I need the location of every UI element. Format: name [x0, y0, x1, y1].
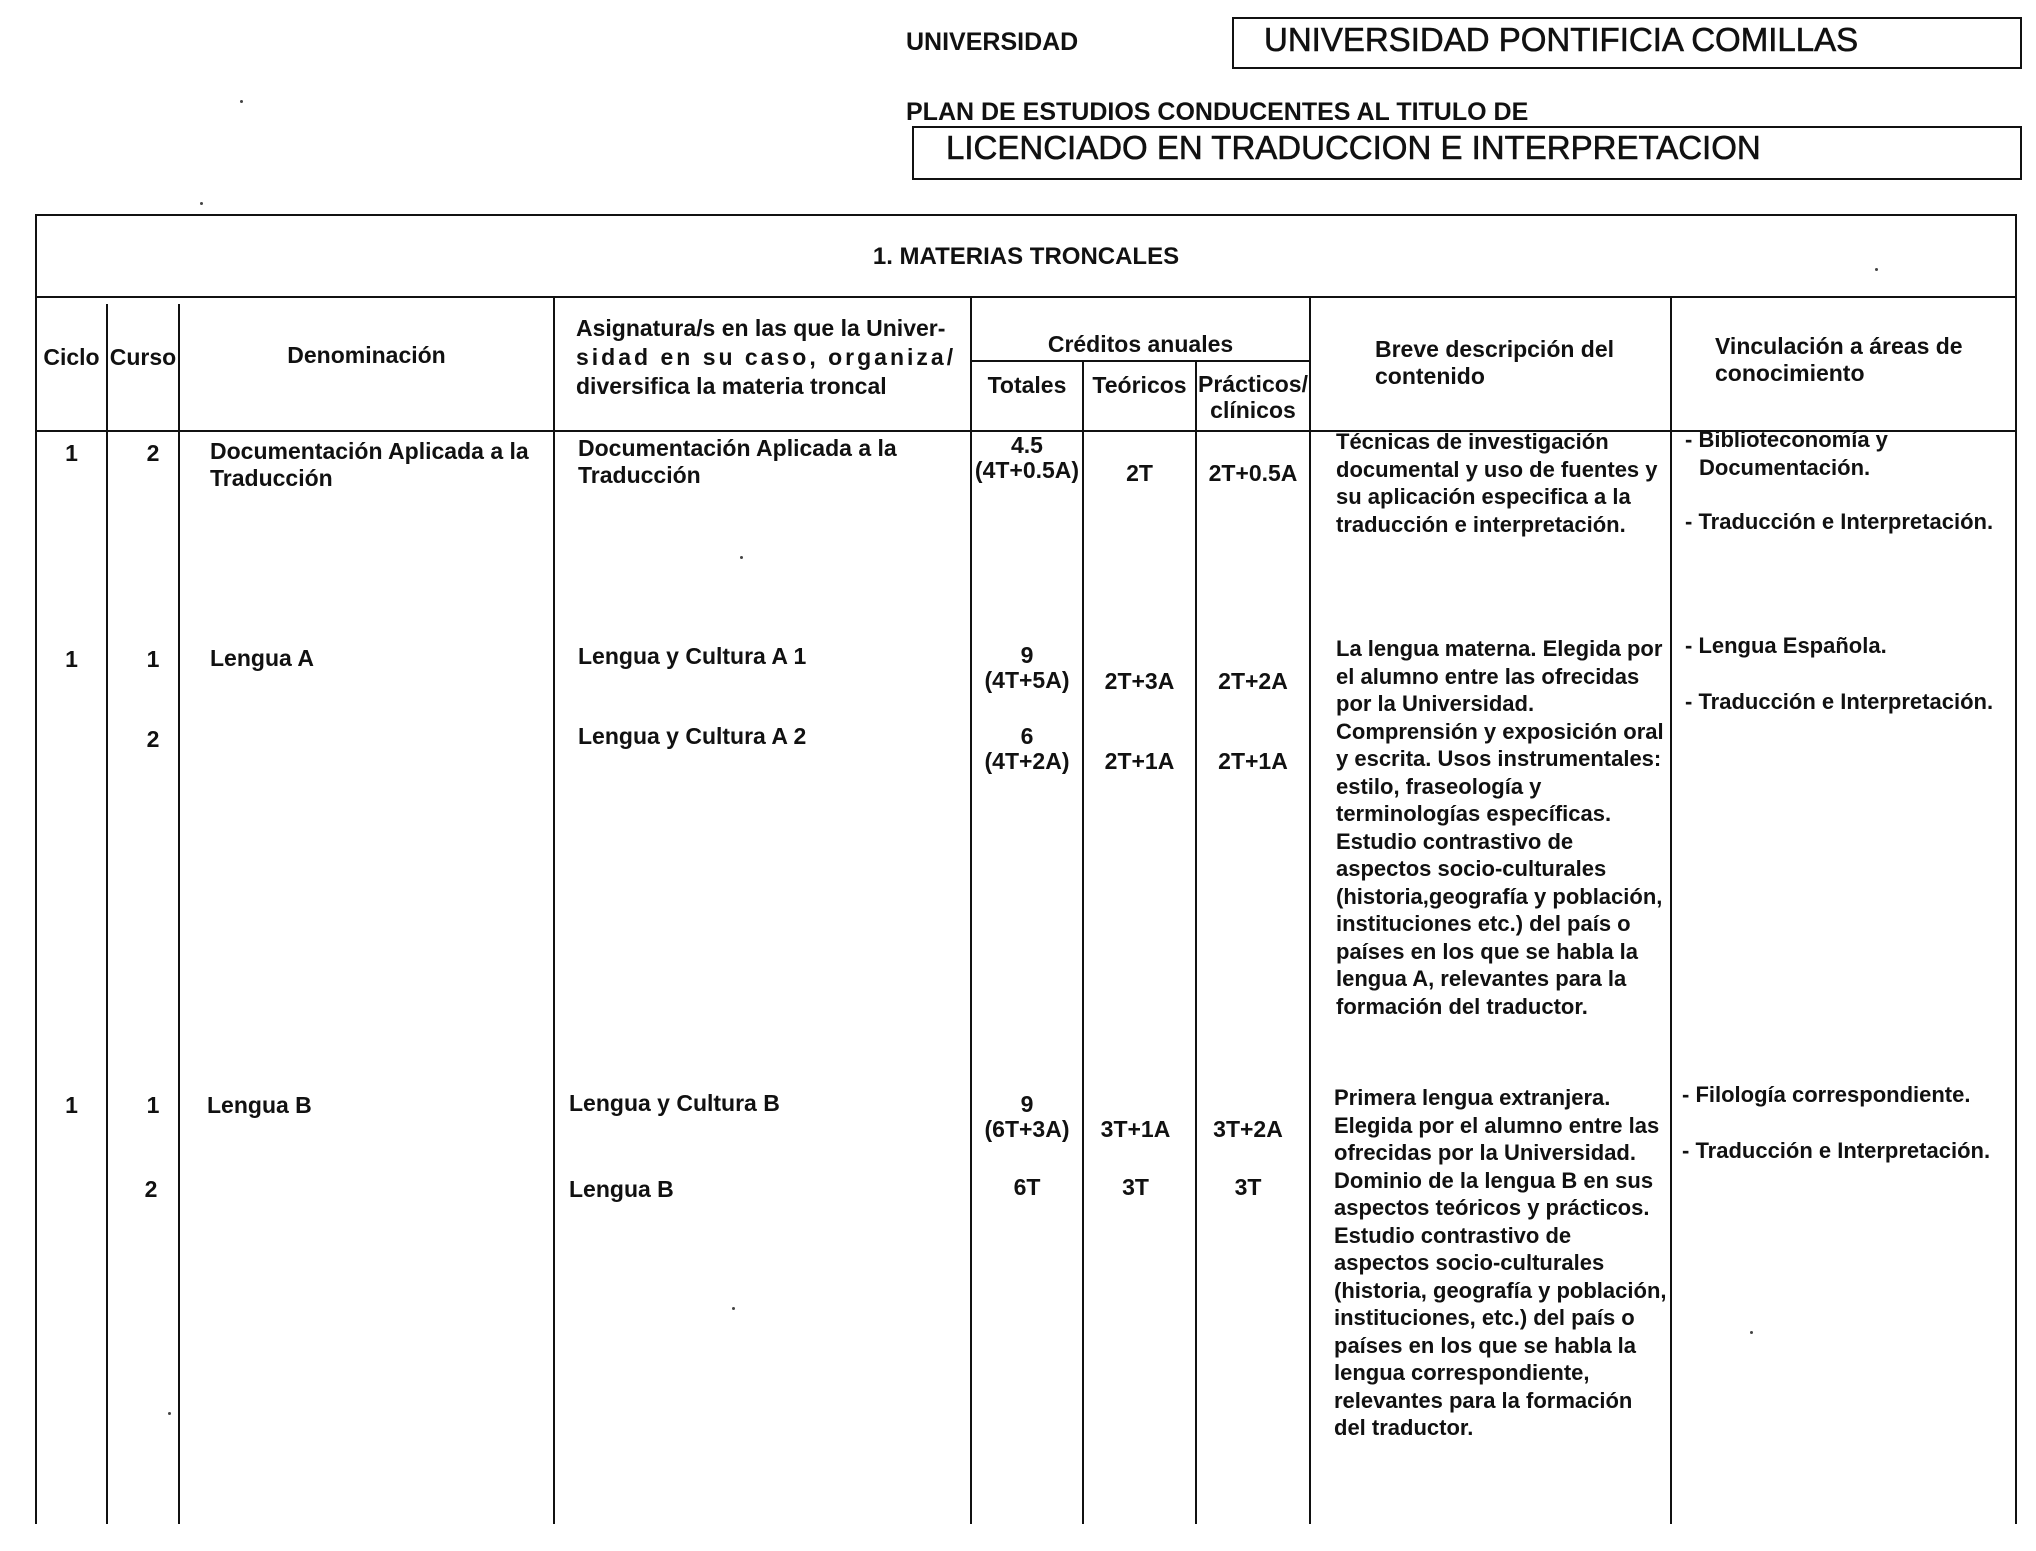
- cell-denominacion: Lengua B: [207, 1092, 312, 1118]
- cell-totales-line: 6: [1020, 723, 1034, 749]
- cell-descripcion-line: instituciones, etc.) del país o: [1334, 1305, 1635, 1330]
- cell-totales: [972, 1092, 1082, 1142]
- cell-ciclo: 1: [65, 440, 78, 466]
- col-divider-denominacion: [553, 298, 555, 1524]
- title-bottom-rule: [35, 296, 2017, 298]
- cell-vinculacion: [1682, 1081, 2012, 1164]
- cell-descripcion-line: lengua A, relevantes para la: [1336, 966, 1627, 991]
- col-divider-curso: [178, 304, 180, 1524]
- cell-descripcion-line: Dominio de la lengua B en sus: [1334, 1167, 1654, 1193]
- cell-descripcion-line: países en los que se habla la: [1336, 938, 1639, 964]
- cell-descripcion-line: documental y uso de fuentes y: [1336, 456, 1658, 482]
- cell-denominacion-line: Documentación Aplicada a la: [210, 438, 529, 464]
- cell-totales-line: 9: [1020, 642, 1034, 668]
- header-descripcion-line-1: Breve descripción del: [1375, 336, 1615, 362]
- titulo-box: [912, 126, 2022, 180]
- cell-descripcion-line: y escrita. Usos instrumentales:: [1336, 746, 1662, 771]
- cell-asignatura-line: Documentación Aplicada a la: [578, 435, 897, 461]
- cell-vinculacion-line: - Filología correspondiente.: [1682, 1082, 1971, 1107]
- cell-practicos: 3T: [1234, 1174, 1262, 1200]
- cell-denominacion-line: Traducción: [210, 465, 333, 491]
- cell-descripcion-line: (historia,geografía y población,: [1336, 883, 1663, 909]
- cell-practicos: 3T+2A: [1213, 1116, 1283, 1142]
- cell-descripcion-line: el alumno entre las ofrecidas: [1336, 663, 1640, 689]
- cell-denominacion: Lengua A: [210, 645, 314, 671]
- cell-asignatura-line: Traducción: [578, 462, 701, 488]
- cell-totales-line: (4T+0.5A): [974, 457, 1080, 483]
- header-vinculacion: [1715, 333, 2010, 387]
- cell-vinculacion-line: Documentación.: [1699, 454, 1871, 480]
- creditos-sub-rule: [970, 360, 1310, 362]
- scan-speck: [732, 1307, 735, 1310]
- cell-teoricos: 2T+3A: [1104, 668, 1175, 694]
- col-divider-creditos: [1309, 298, 1311, 1524]
- cell-totales: [972, 724, 1082, 774]
- cell-descripcion-line: lengua correspondiente,: [1334, 1360, 1590, 1385]
- header-teoricos: Teóricos: [1092, 372, 1187, 398]
- cell-asignatura: [578, 435, 968, 489]
- cell-vinculacion-line: [1682, 1109, 2012, 1137]
- cell-descripcion-line: Estudio contrastivo de: [1336, 828, 1574, 854]
- cell-practicos: 2T+2A: [1218, 668, 1288, 694]
- header-asignaturas: [576, 314, 968, 401]
- header-practicos: [1197, 371, 1309, 423]
- header-asignaturas-line-3: diversifica la materia troncal: [576, 373, 887, 399]
- header-descripcion: [1375, 336, 1665, 390]
- cell-curso: 2: [146, 726, 160, 752]
- cell-descripcion-line: del traductor.: [1334, 1415, 1474, 1440]
- cell-descripcion-line: relevantes para la formación: [1334, 1387, 1633, 1413]
- scan-speck: [240, 100, 243, 103]
- header-creditos: Créditos anuales: [1047, 331, 1234, 357]
- col-divider-totales: [1082, 362, 1084, 1524]
- cell-descripcion-line: instituciones etc.) del país o: [1336, 911, 1631, 936]
- cell-vinculacion-line: - Lengua Española.: [1685, 633, 1887, 658]
- cell-descripcion-line: Primera lengua extranjera.: [1334, 1085, 1611, 1110]
- cell-descripcion-line: Estudio contrastivo de: [1334, 1222, 1572, 1248]
- cell-vinculacion: [1685, 426, 2013, 536]
- cell-asignatura: Lengua y Cultura A 2: [578, 723, 807, 749]
- cell-curso: 2: [146, 440, 160, 466]
- cell-descripcion-line: su aplicación especifica a la: [1336, 484, 1631, 509]
- cell-vinculacion-line: - Traducción e Interpretación.: [1682, 1137, 1991, 1163]
- cell-descripcion-line: (historia, geografía y población,: [1334, 1277, 1667, 1303]
- header-denominacion: Denominación: [287, 342, 446, 368]
- titulo-value: LICENCIADO EN TRADUCCION E INTERPRETACION: [946, 129, 1761, 166]
- header-ciclo: Ciclo: [43, 344, 100, 370]
- cell-asignatura: Lengua B: [569, 1176, 674, 1202]
- cell-asignatura: Lengua y Cultura B: [569, 1090, 780, 1116]
- cell-ciclo: 1: [65, 646, 78, 672]
- cell-totales: [972, 433, 1082, 483]
- cell-descripcion-line: terminologías específicas.: [1336, 801, 1612, 826]
- cell-teoricos: 3T: [1122, 1174, 1149, 1200]
- cell-descripcion-line: La lengua materna. Elegida por: [1336, 636, 1663, 661]
- scan-speck: [740, 556, 743, 559]
- universidad-value: UNIVERSIDAD PONTIFICIA COMILLAS: [1264, 21, 1859, 58]
- cell-totales-line: (4T+5A): [984, 667, 1070, 693]
- cell-descripcion-line: países en los que se habla la: [1334, 1332, 1637, 1358]
- cell-vinculacion-line: [1685, 660, 2013, 688]
- cell-totales-line: (6T+3A): [984, 1116, 1070, 1142]
- cell-teoricos: 2T+1A: [1104, 748, 1175, 774]
- cell-curso: 1: [146, 646, 160, 672]
- header-vinculacion-line-1: Vinculación a áreas de: [1715, 333, 1963, 359]
- cell-descripcion: [1334, 1084, 1668, 1442]
- cell-curso: 1: [146, 1092, 160, 1118]
- universidad-box: [1232, 17, 2022, 69]
- cell-totales: 6T: [1013, 1174, 1041, 1200]
- cell-descripcion: [1336, 635, 1668, 1020]
- cell-descripcion-line: Técnicas de investigación: [1336, 429, 1609, 454]
- cell-descripcion-line: aspectos teóricos y prácticos.: [1334, 1195, 1650, 1220]
- table-left-border: [35, 214, 37, 1524]
- plan-label: PLAN DE ESTUDIOS CONDUCENTES AL TITULO DE: [906, 98, 1529, 126]
- cell-curso: 2: [144, 1176, 158, 1202]
- scan-speck: [200, 202, 203, 205]
- cell-totales: [972, 643, 1082, 693]
- section-title: 1. MATERIAS TRONCALES: [872, 243, 1180, 270]
- cell-vinculacion: [1685, 632, 2013, 715]
- scan-speck: [1875, 268, 1878, 271]
- cell-asignatura: Lengua y Cultura A 1: [578, 643, 807, 669]
- cell-denominacion: [210, 438, 550, 492]
- cell-descripcion-line: formación del traductor.: [1336, 993, 1588, 1019]
- header-curso: Curso: [109, 344, 177, 370]
- header-totales: Totales: [987, 372, 1067, 398]
- cell-descripcion-line: traducción e interpretación.: [1336, 511, 1626, 537]
- scan-speck: [1750, 1331, 1753, 1334]
- cell-descripcion-line: ofrecidas por la Universidad.: [1334, 1140, 1636, 1165]
- header-practicos-line-1: Prácticos/: [1198, 371, 1308, 397]
- cell-descripcion-line: Elegida por el alumno entre las: [1334, 1112, 1660, 1138]
- cell-teoricos: 3T+1A: [1100, 1116, 1171, 1142]
- cell-practicos: 2T+0.5A: [1208, 460, 1298, 486]
- cell-practicos: 2T+1A: [1218, 748, 1288, 774]
- cell-teoricos: 2T: [1126, 460, 1153, 486]
- header-asignaturas-line-2: sidad en su caso, organiza/: [576, 344, 957, 370]
- scan-speck: [168, 1412, 171, 1415]
- cell-totales-line: (4T+2A): [984, 748, 1070, 774]
- table-right-border: [2015, 214, 2017, 1524]
- header-vinculacion-line-2: conocimiento: [1715, 360, 1865, 386]
- col-divider-teoricos: [1195, 362, 1197, 1524]
- table-top-rule: [35, 214, 2017, 216]
- cell-vinculacion-line: - Traducción e Interpretación.: [1685, 688, 1994, 714]
- cell-descripcion-line: aspectos socio-culturales: [1336, 856, 1607, 881]
- header-practicos-line-2: clínicos: [1210, 397, 1296, 423]
- cell-ciclo: 1: [65, 1092, 78, 1118]
- header-descripcion-line-2: contenido: [1375, 363, 1485, 389]
- cell-vinculacion-line: - Biblioteconomía y: [1685, 427, 1888, 452]
- cell-descripcion-line: estilo, fraseología y: [1336, 773, 1542, 799]
- cell-descripcion: [1336, 428, 1668, 538]
- header-asignaturas-line-1: Asignatura/s en las que la Univer-: [576, 315, 946, 341]
- col-divider-ciclo: [106, 304, 108, 1524]
- col-divider-descripcion: [1670, 298, 1672, 1524]
- cell-descripcion-line: por la Universidad.: [1336, 691, 1535, 716]
- universidad-label: UNIVERSIDAD: [906, 28, 1079, 56]
- cell-vinculacion-line: [1685, 481, 2013, 508]
- cell-descripcion-line: Comprensión y exposición oral: [1336, 718, 1664, 744]
- cell-totales-line: 4.5: [1011, 432, 1043, 458]
- cell-totales-line: 9: [1020, 1091, 1034, 1117]
- cell-vinculacion-line: - Traducción e Interpretación.: [1685, 509, 1994, 534]
- cell-descripcion-line: aspectos socio-culturales: [1334, 1250, 1605, 1275]
